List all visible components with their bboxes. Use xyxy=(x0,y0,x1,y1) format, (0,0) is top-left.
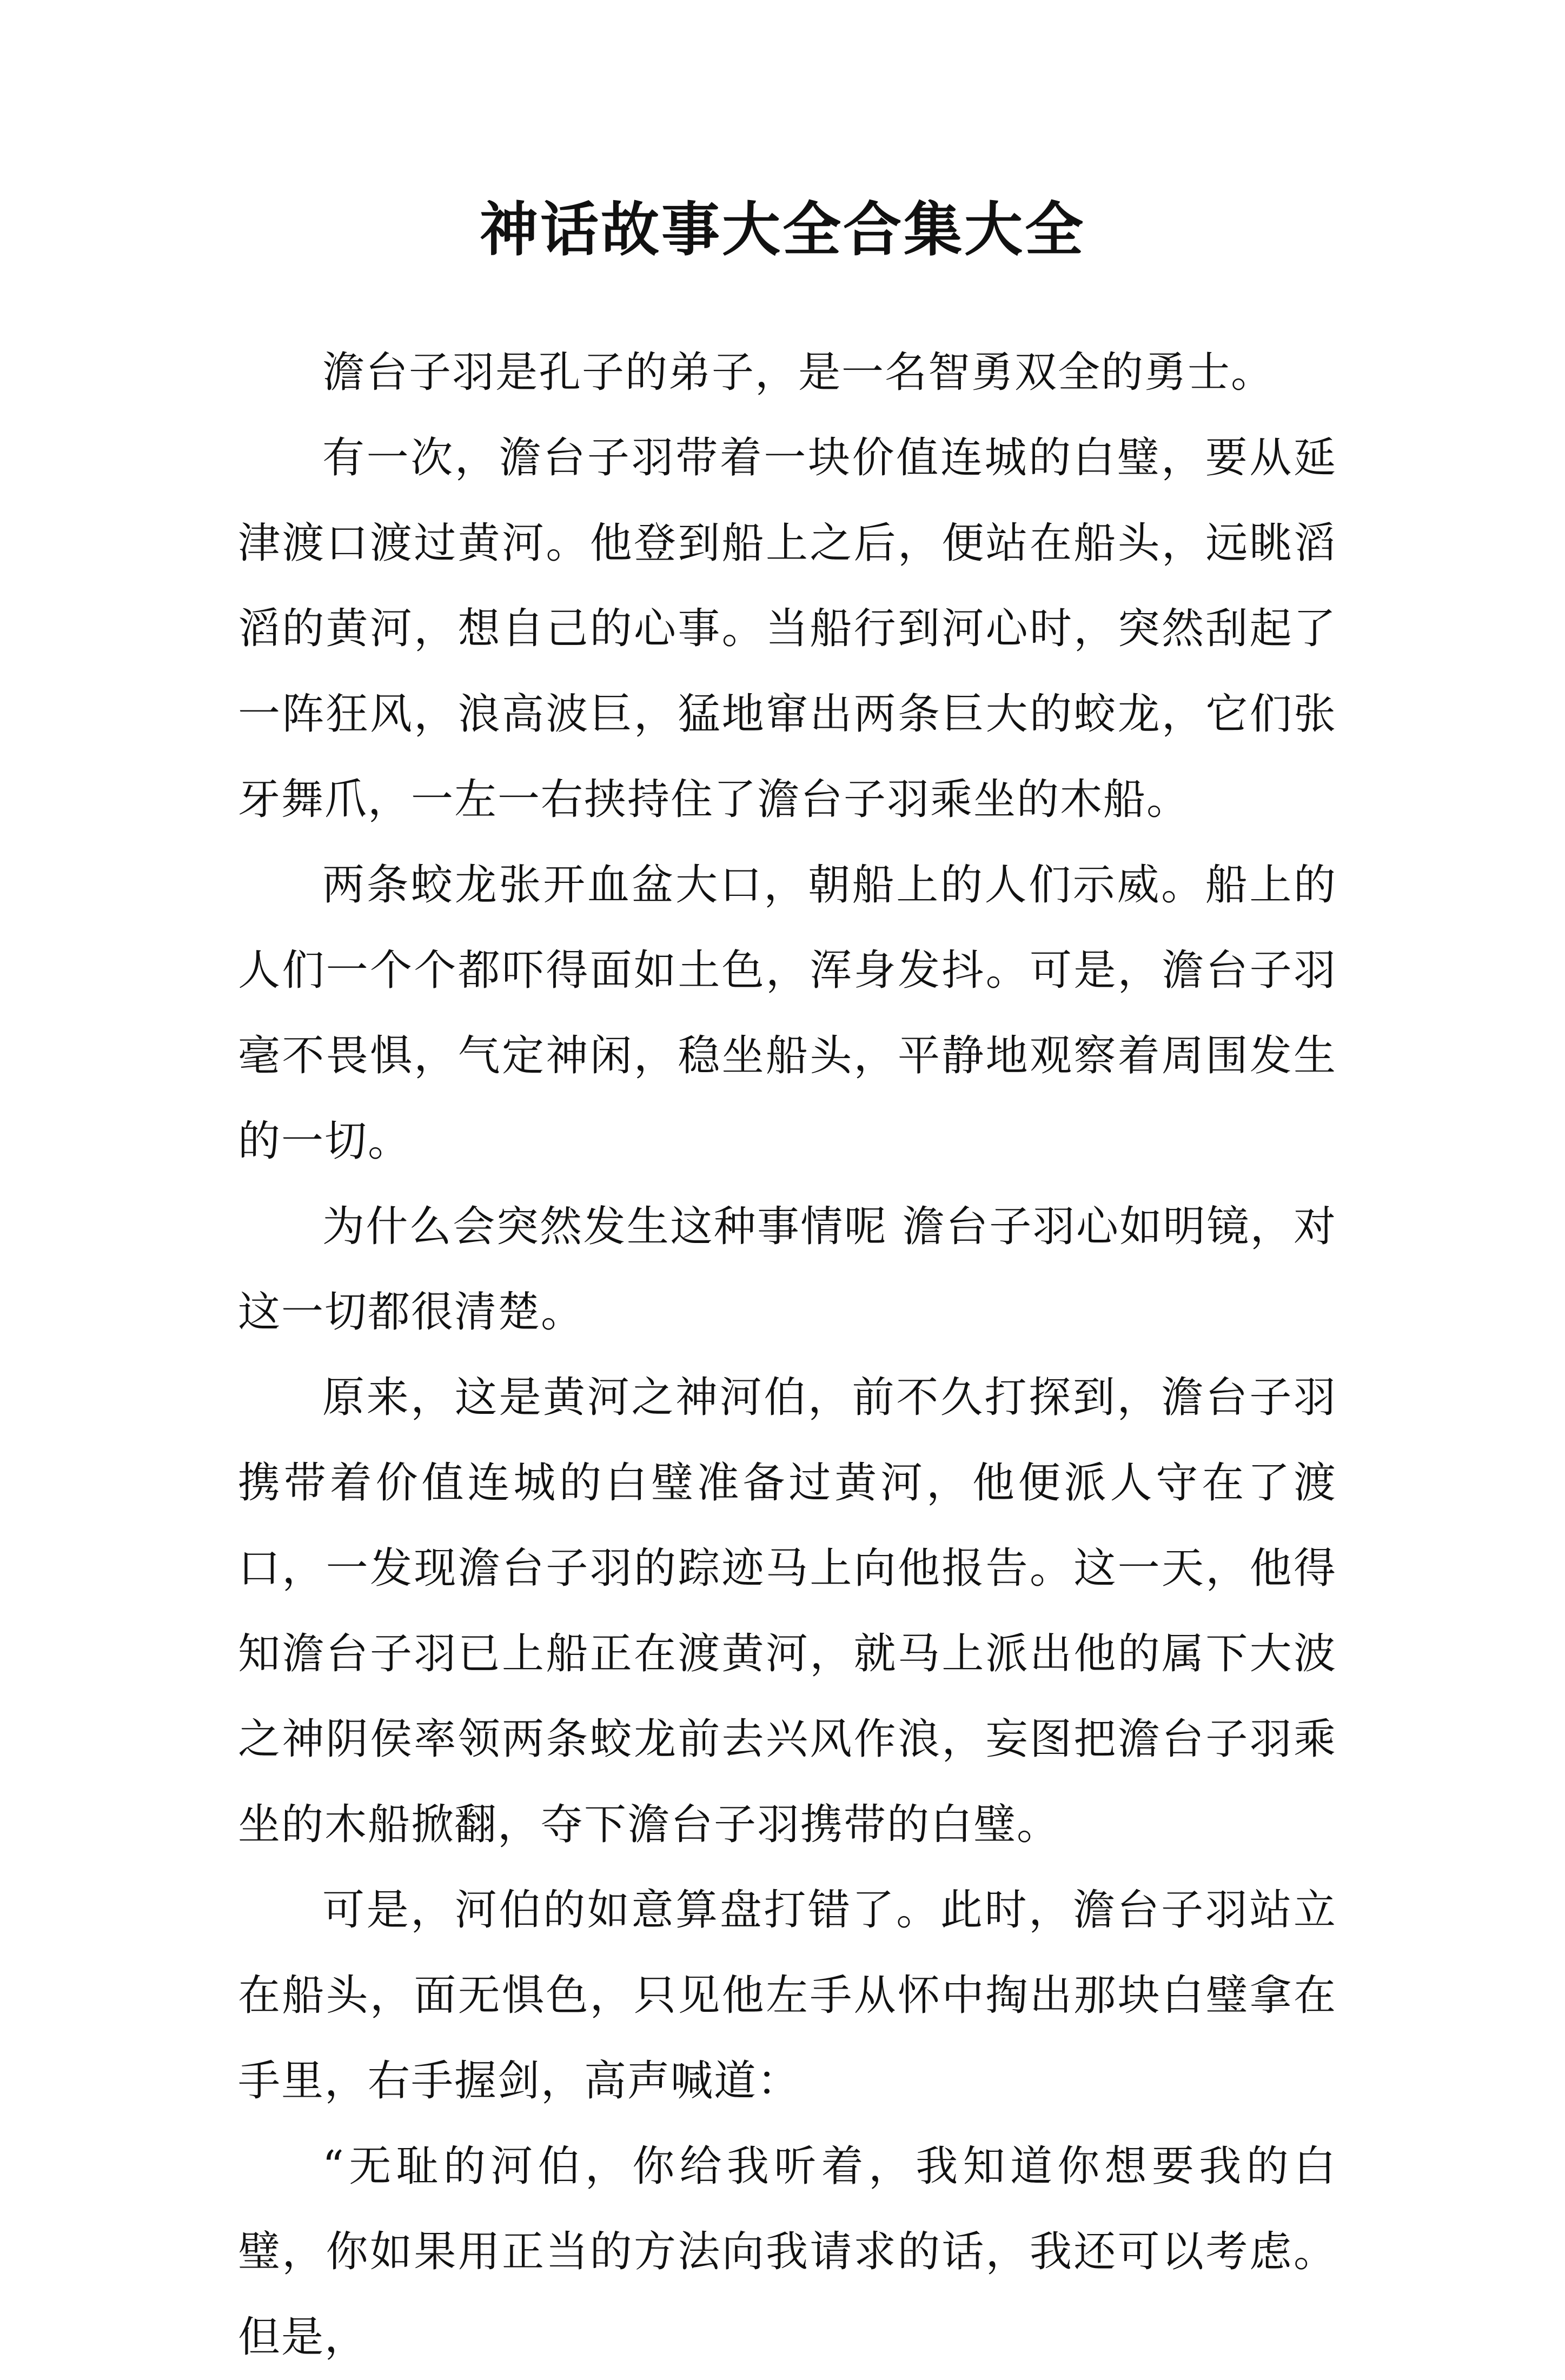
page-title: 神话故事大全合集大全 xyxy=(479,196,1085,264)
paragraph: 为什么会突然发生这种事情呢 澹台子羽心如明镜，对这一切都很清楚。 xyxy=(238,1202,1337,1337)
paragraph: 可是，河伯的如意算盘打错了。此时，澹台子羽站立在船头，面无惧色，只见他左手从怀中掏出那块白璧拿在手里，右手握剑，高声喊道： xyxy=(238,1886,1337,2105)
paragraph: 澹台子羽是孔子的弟子，是一名智勇双全的勇士。 xyxy=(322,348,1275,397)
paragraph: 两条蛟龙张开血盆大口，朝船上的人们示威。船上的人们一个个都吓得面如土色，浑身发抖。可是，澹台子羽毫不畏惧，气定神闲，稳坐船头，平静地观察着周围发生的一切。 xyxy=(238,861,1337,1166)
paragraph: 原来，这是黄河之神河伯，前不久打探到，澹台子羽携带着价值连城的白璧准备过黄河，他便派人守在了渡口，一发现澹台子羽的踪迹马上向他报告。这一天，他得知澹台子羽已上船正在渡黄河，就马上派出他的属下大波之神阴侯率领两条蛟龙前去兴风作浪，妄图把澹台子羽乘坐的木船掀翻，夺下澹台子羽携带的白璧。 xyxy=(238,1373,1337,1849)
paragraph: 有一次，澹台子羽带着一块价值连城的白璧，要从延津渡口渡过黄河。他登到船上之后，便站在船头，远眺滔滔的黄河，想自己的心事。当船行到河心时，突然刮起了一阵狂风，浪高波巨，猛地窜出两条巨大的蛟龙，它们张牙舞爪，一左一右挟持住了澹台子羽乘坐的木船。 xyxy=(238,434,1337,824)
document-body xyxy=(238,330,1337,2380)
paragraph: “无耻的河伯，你给我听着，我知道你想要我的白璧，你如果用正当的方法向我请求的话，我还可以考虑。但是， xyxy=(238,2142,1337,2362)
